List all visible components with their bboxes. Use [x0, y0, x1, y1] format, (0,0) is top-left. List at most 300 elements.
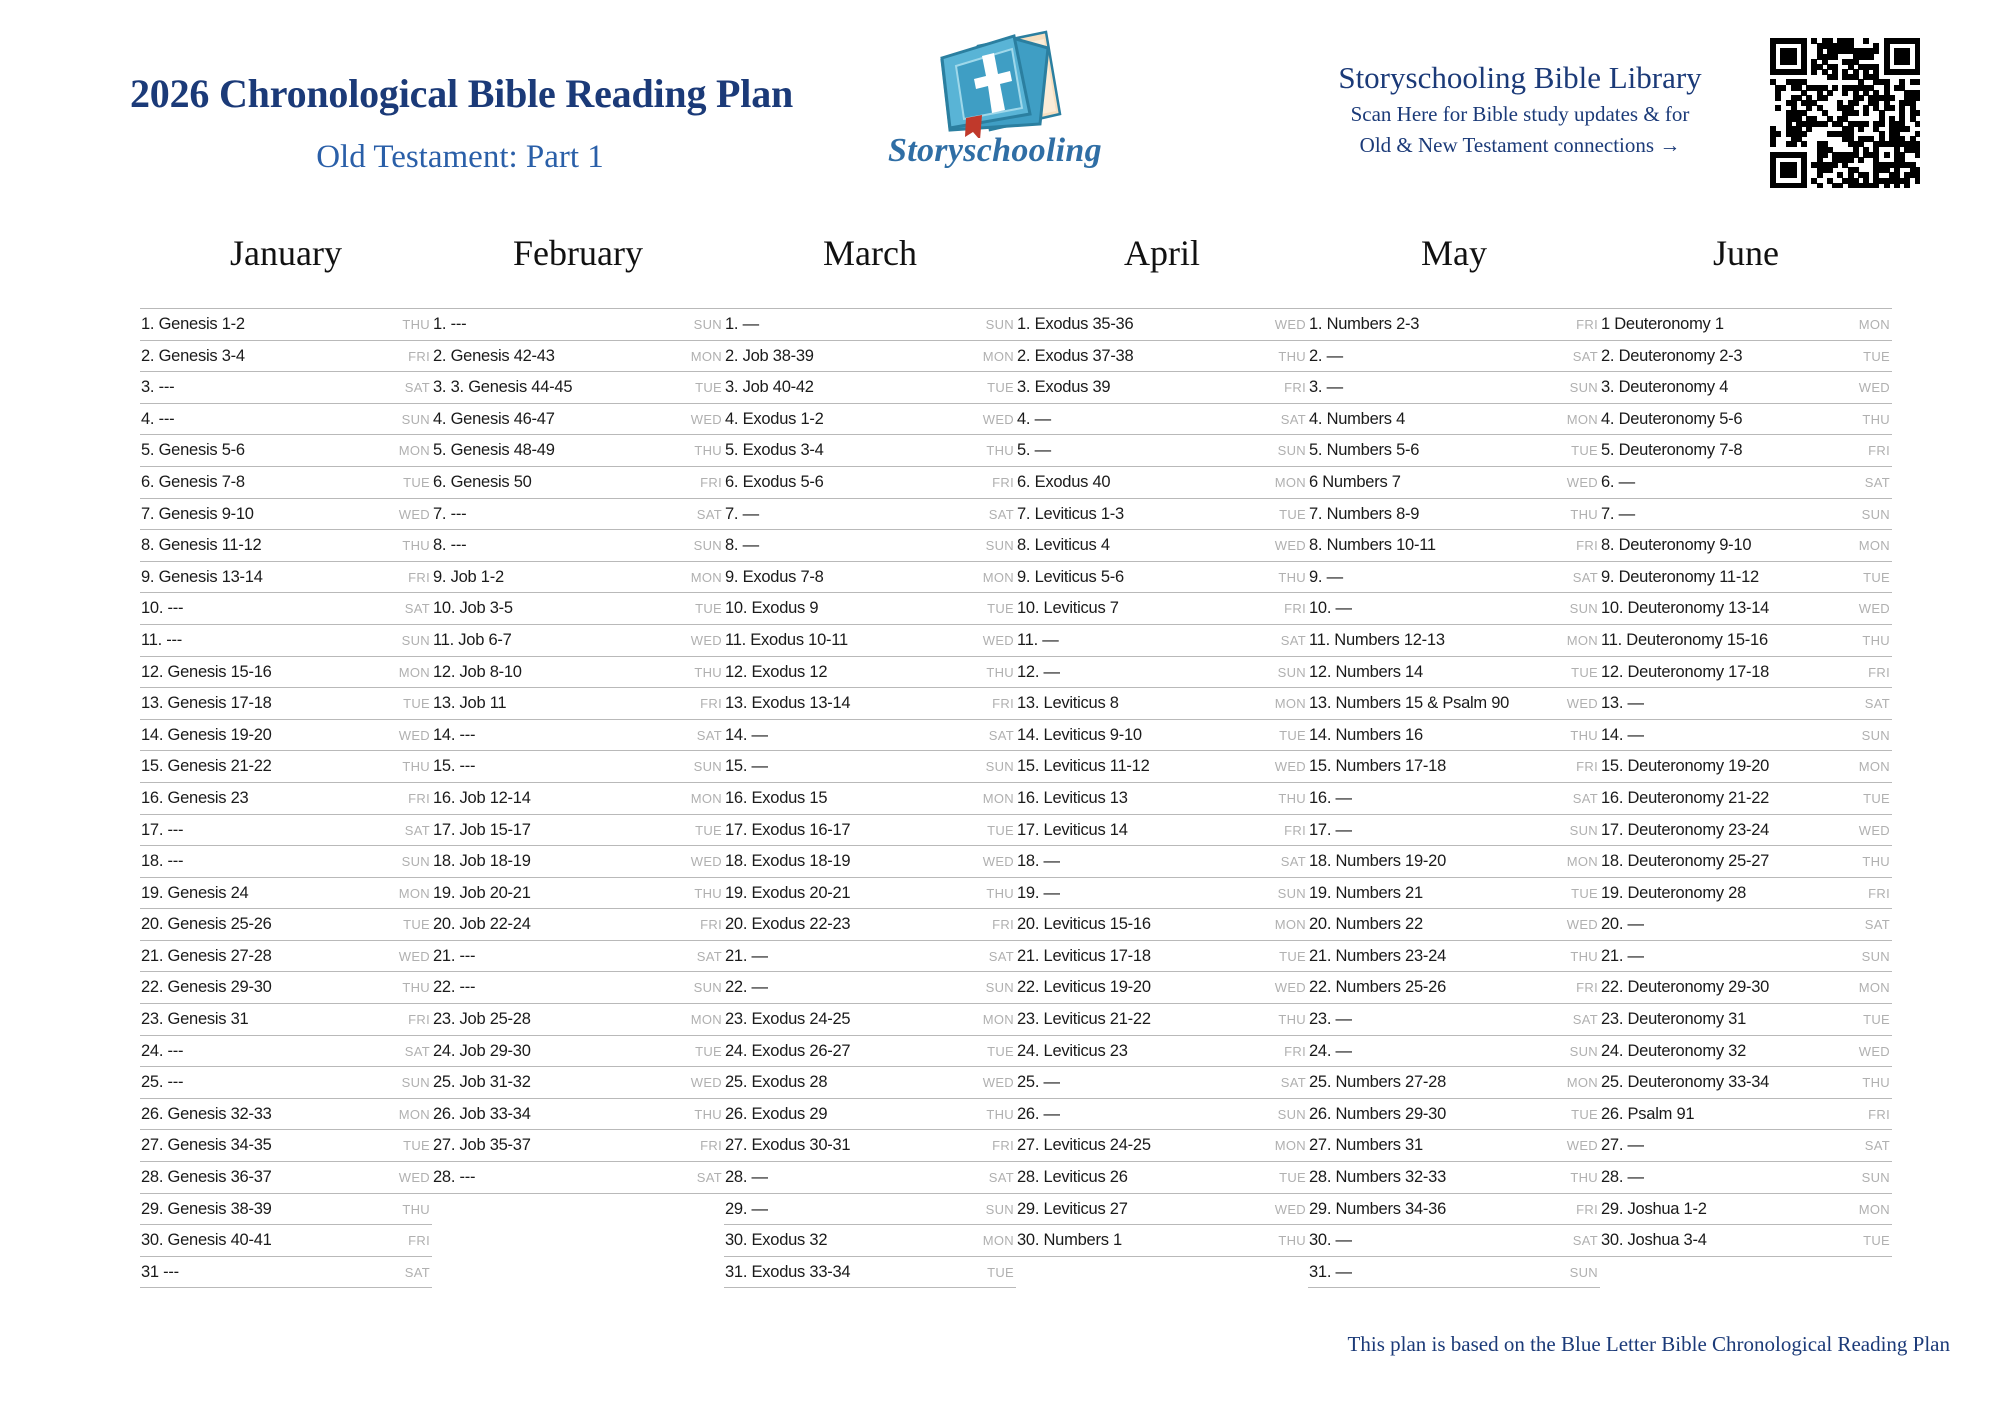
day-row[interactable]: [1308, 815, 1600, 847]
day-row[interactable]: [432, 309, 724, 341]
day-of-week-label: MON: [1858, 759, 1890, 775]
day-of-week-label: TUE: [1863, 1012, 1890, 1028]
day-row[interactable]: [1308, 467, 1600, 499]
day-row[interactable]: [140, 941, 432, 973]
day-row[interactable]: [140, 530, 432, 562]
day-row[interactable]: [432, 720, 724, 752]
qr-code[interactable]: [1770, 38, 1920, 188]
day-row[interactable]: [724, 435, 1016, 467]
day-row[interactable]: [1016, 1036, 1308, 1068]
day-row[interactable]: [1016, 435, 1308, 467]
day-row[interactable]: [724, 751, 1016, 783]
day-row[interactable]: [1308, 1257, 1600, 1289]
day-row[interactable]: [432, 435, 724, 467]
day-row[interactable]: [724, 1067, 1016, 1099]
day-row[interactable]: [432, 972, 724, 1004]
day-row[interactable]: [1308, 1099, 1600, 1131]
day-row[interactable]: [1016, 309, 1308, 341]
reading-text: 9. Leviticus 5-6: [1017, 567, 1124, 586]
day-of-week-label: SAT: [1280, 1075, 1306, 1091]
day-row[interactable]: [1600, 499, 1892, 531]
day-row[interactable]: [1016, 688, 1308, 720]
library-title: Storyschooling Bible Library: [1338, 60, 1702, 95]
day-of-week-label: WED: [1274, 317, 1306, 332]
day-row[interactable]: [1600, 562, 1892, 594]
day-row[interactable]: [140, 878, 432, 910]
day-row[interactable]: [432, 467, 724, 499]
day-row[interactable]: [432, 941, 724, 973]
day-of-week-label: TUE: [695, 1043, 722, 1059]
day-of-week-label: WED: [1274, 538, 1306, 554]
day-of-week-label: THU: [694, 885, 722, 901]
day-of-week-label: SUN: [1861, 506, 1890, 522]
day-of-week-label: MON: [982, 1233, 1014, 1249]
reading-text: 3. ---: [141, 378, 175, 397]
qr-code-canvas[interactable]: [1770, 38, 1920, 188]
day-row[interactable]: [724, 1194, 1016, 1226]
day-row[interactable]: [140, 593, 432, 625]
day-row[interactable]: [1600, 309, 1892, 341]
reading-text: 1. —: [725, 315, 759, 333]
day-of-week-label: TUE: [403, 1138, 430, 1154]
day-row[interactable]: [1600, 530, 1892, 562]
day-of-week-label: FRI: [700, 474, 722, 490]
reading-text: 18. ---: [141, 852, 184, 871]
reading-text: 8. Deuteronomy 9-10: [1601, 536, 1752, 555]
day-row[interactable]: [140, 688, 432, 720]
day-row[interactable]: [140, 467, 432, 499]
day-row[interactable]: [1600, 372, 1892, 404]
reading-text: 13. Exodus 13-14: [725, 694, 851, 713]
reading-text: 23. Leviticus 21-22: [1017, 1010, 1151, 1029]
day-row[interactable]: [724, 1036, 1016, 1068]
day-row[interactable]: [1600, 846, 1892, 878]
reading-text: 12. Exodus 12: [725, 662, 828, 681]
day-row[interactable]: [1308, 878, 1600, 910]
month-column-january: [140, 232, 432, 1288]
day-row[interactable]: [1308, 909, 1600, 941]
reading-text: 27. Numbers 31: [1309, 1136, 1423, 1155]
day-row[interactable]: [1308, 1162, 1600, 1194]
day-row[interactable]: [432, 593, 724, 625]
day-row[interactable]: [1308, 846, 1600, 878]
reading-text: 22. Leviticus 19-20: [1017, 978, 1151, 997]
day-row[interactable]: [1016, 530, 1308, 562]
day-row[interactable]: [724, 815, 1016, 847]
day-row[interactable]: [1016, 341, 1308, 373]
reading-text: 20. Exodus 22-23: [725, 915, 851, 934]
day-row[interactable]: [432, 530, 724, 562]
reading-text: 4. Exodus 1-2: [725, 409, 824, 428]
day-row[interactable]: [1016, 878, 1308, 910]
reading-text: 19. Numbers 21: [1309, 883, 1423, 902]
day-row[interactable]: [1016, 1004, 1308, 1036]
day-row[interactable]: [140, 846, 432, 878]
day-row[interactable]: [1308, 372, 1600, 404]
day-row[interactable]: [1308, 625, 1600, 657]
day-row[interactable]: [724, 720, 1016, 752]
day-row[interactable]: [140, 1130, 432, 1162]
day-row[interactable]: [1016, 783, 1308, 815]
month-heading: February: [513, 233, 643, 273]
day-row[interactable]: [140, 657, 432, 689]
day-row[interactable]: [724, 909, 1016, 941]
reading-text: 27. Exodus 30-31: [725, 1136, 851, 1155]
reading-text: 11. Exodus 10-11: [725, 630, 848, 649]
reading-text: 6. —: [1601, 472, 1635, 491]
day-of-week-label: MON: [1566, 1075, 1598, 1091]
day-row[interactable]: [1308, 720, 1600, 752]
day-of-week-label: WED: [690, 411, 722, 427]
day-row[interactable]: [724, 404, 1016, 436]
day-of-week-label: SUN: [693, 980, 722, 996]
day-row[interactable]: [1016, 499, 1308, 531]
day-row[interactable]: [1308, 562, 1600, 594]
day-of-week-label: THU: [694, 443, 722, 459]
day-row[interactable]: [432, 372, 724, 404]
day-row[interactable]: [724, 1162, 1016, 1194]
day-row[interactable]: [1308, 972, 1600, 1004]
reading-text: 6. Exodus 5-6: [725, 472, 824, 491]
reading-text: 30. Numbers 1: [1017, 1231, 1122, 1250]
day-row[interactable]: [432, 815, 724, 847]
day-row[interactable]: [1308, 499, 1600, 531]
reading-text: 23. Genesis 31: [141, 1010, 249, 1029]
day-of-week-label: SAT: [696, 948, 722, 964]
day-row[interactable]: [1600, 1194, 1892, 1226]
day-row[interactable]: [724, 972, 1016, 1004]
day-row[interactable]: [432, 846, 724, 878]
day-of-week-label: MON: [398, 664, 430, 680]
day-row[interactable]: [1308, 1225, 1600, 1257]
day-row[interactable]: [1016, 972, 1308, 1004]
day-row[interactable]: [1308, 593, 1600, 625]
day-row[interactable]: [140, 435, 432, 467]
day-row[interactable]: [1016, 1130, 1308, 1162]
day-row[interactable]: [1016, 1067, 1308, 1099]
day-of-week-label: SAT: [988, 506, 1014, 522]
day-row[interactable]: [1016, 751, 1308, 783]
day-of-week-label: SAT: [988, 1170, 1014, 1186]
day-row[interactable]: [1600, 688, 1892, 720]
day-row[interactable]: [1016, 1099, 1308, 1131]
day-of-week-label: TUE: [1571, 885, 1598, 901]
reading-text: 27. Job 35-37: [433, 1136, 531, 1155]
day-of-week-label: THU: [1862, 632, 1890, 648]
reading-text: 20. —: [1601, 915, 1644, 934]
day-of-week-label: THU: [1570, 948, 1598, 964]
reading-text: 16. Deuteronomy 21-22: [1601, 788, 1770, 807]
day-row[interactable]: [1016, 941, 1308, 973]
day-row[interactable]: [432, 751, 724, 783]
day-row[interactable]: [432, 878, 724, 910]
day-row[interactable]: [724, 1130, 1016, 1162]
day-row[interactable]: [724, 941, 1016, 973]
reading-text: 28. Leviticus 26: [1017, 1168, 1128, 1187]
reading-text: 29. Genesis 38-39: [141, 1199, 272, 1218]
reading-text: 12. Deuteronomy 17-18: [1601, 662, 1770, 681]
day-row[interactable]: [140, 341, 432, 373]
day-row[interactable]: [1016, 815, 1308, 847]
day-row[interactable]: [1600, 1225, 1892, 1257]
reading-text: 25. Numbers 27-28: [1309, 1073, 1446, 1092]
day-row[interactable]: [1016, 562, 1308, 594]
day-of-week-label: WED: [982, 1075, 1014, 1091]
day-of-week-label: SUN: [1277, 443, 1306, 459]
day-row[interactable]: [1308, 751, 1600, 783]
page-subtitle: Old Testament: Part 1: [316, 139, 604, 175]
day-row[interactable]: [140, 404, 432, 436]
day-row[interactable]: [1308, 404, 1600, 436]
day-row[interactable]: [1016, 625, 1308, 657]
day-row[interactable]: [1600, 435, 1892, 467]
day-row[interactable]: [1600, 909, 1892, 941]
day-row[interactable]: [140, 309, 432, 341]
day-row[interactable]: [1600, 1067, 1892, 1099]
storyschooling-logo: [880, 18, 1110, 170]
day-row[interactable]: [432, 1099, 724, 1131]
day-row[interactable]: [1600, 941, 1892, 973]
day-row[interactable]: [1016, 1162, 1308, 1194]
day-row[interactable]: [140, 1162, 432, 1194]
day-row[interactable]: [724, 783, 1016, 815]
day-row[interactable]: [432, 625, 724, 657]
day-row[interactable]: [724, 593, 1016, 625]
day-row[interactable]: [432, 562, 724, 594]
day-row[interactable]: [724, 372, 1016, 404]
day-of-week-label: SAT: [1864, 696, 1890, 712]
day-row[interactable]: [1308, 1004, 1600, 1036]
day-row[interactable]: [1016, 909, 1308, 941]
day-row[interactable]: [1308, 1130, 1600, 1162]
day-of-week-label: FRI: [408, 1012, 430, 1028]
day-row[interactable]: [1600, 467, 1892, 499]
day-of-week-label: SUN: [693, 317, 722, 332]
day-row[interactable]: [140, 1225, 432, 1257]
day-row[interactable]: [140, 1194, 432, 1226]
day-row[interactable]: [724, 625, 1016, 657]
day-list: [140, 308, 432, 1288]
day-row[interactable]: [432, 1130, 724, 1162]
month-column-february: [432, 232, 724, 1288]
day-row[interactable]: [432, 341, 724, 373]
day-row[interactable]: [432, 783, 724, 815]
day-row[interactable]: [1308, 435, 1600, 467]
day-row[interactable]: [1308, 657, 1600, 689]
day-of-week-label: WED: [398, 727, 430, 743]
day-row[interactable]: [140, 783, 432, 815]
day-row[interactable]: [1600, 1004, 1892, 1036]
day-of-week-label: SAT: [404, 380, 430, 396]
day-row[interactable]: [724, 688, 1016, 720]
day-of-week-label: TUE: [1863, 790, 1890, 806]
day-row[interactable]: [724, 1257, 1016, 1289]
reading-text: 27. Leviticus 24-25: [1017, 1136, 1151, 1155]
day-row[interactable]: [432, 909, 724, 941]
reading-text: 21. —: [1601, 946, 1644, 965]
day-of-week-label: TUE: [987, 380, 1014, 396]
day-row[interactable]: [724, 657, 1016, 689]
day-row[interactable]: [140, 1004, 432, 1036]
day-row[interactable]: [724, 878, 1016, 910]
day-of-week-label: WED: [690, 854, 722, 870]
day-row[interactable]: [1016, 657, 1308, 689]
day-row[interactable]: [140, 562, 432, 594]
reading-text: 6. Genesis 50: [433, 472, 532, 491]
day-row[interactable]: [1600, 404, 1892, 436]
day-of-week-label: SAT: [696, 1170, 722, 1186]
day-of-week-label: FRI: [1284, 1043, 1306, 1059]
reading-text: 19. —: [1017, 883, 1060, 902]
day-row[interactable]: [1308, 341, 1600, 373]
day-row[interactable]: [1308, 783, 1600, 815]
day-of-week-label: WED: [1858, 822, 1890, 838]
day-row[interactable]: [1308, 309, 1600, 341]
day-row[interactable]: [140, 751, 432, 783]
day-row[interactable]: [140, 720, 432, 752]
day-row[interactable]: [1016, 1225, 1308, 1257]
day-row[interactable]: [432, 404, 724, 436]
day-of-week-label: FRI: [408, 1233, 430, 1249]
day-row[interactable]: [432, 1036, 724, 1068]
month-column-march: [724, 232, 1016, 1288]
day-row[interactable]: [724, 1004, 1016, 1036]
reading-text: 28. Numbers 32-33: [1309, 1168, 1446, 1187]
day-row[interactable]: [1308, 688, 1600, 720]
day-row[interactable]: [140, 1099, 432, 1131]
day-row[interactable]: [1016, 372, 1308, 404]
day-row[interactable]: [1308, 1194, 1600, 1226]
reading-text: 18. Numbers 19-20: [1309, 852, 1446, 871]
reading-text: 24. Job 29-30: [433, 1041, 531, 1060]
reading-text: 25. ---: [141, 1073, 184, 1092]
day-of-week-label: SUN: [1569, 601, 1598, 617]
reading-text: 30. Exodus 32: [725, 1231, 828, 1250]
day-row[interactable]: [1600, 625, 1892, 657]
day-row[interactable]: [1600, 593, 1892, 625]
day-row[interactable]: [1016, 1194, 1308, 1226]
day-row[interactable]: [724, 530, 1016, 562]
day-row[interactable]: [1016, 846, 1308, 878]
day-row[interactable]: [432, 1162, 724, 1194]
day-of-week-label: SAT: [1572, 569, 1598, 585]
day-row[interactable]: [724, 1099, 1016, 1131]
day-row[interactable]: [1600, 1099, 1892, 1131]
reading-text: 13. Numbers 15 & Psalm 90: [1309, 694, 1510, 713]
reading-text: 16. Job 12-14: [433, 788, 531, 807]
day-of-week-label: FRI: [992, 474, 1014, 490]
day-row[interactable]: [724, 341, 1016, 373]
day-row[interactable]: [1308, 1036, 1600, 1068]
day-of-week-label: THU: [1278, 569, 1306, 585]
day-row[interactable]: [1308, 941, 1600, 973]
day-of-week-label: MON: [1566, 411, 1598, 427]
day-row[interactable]: [724, 562, 1016, 594]
day-row[interactable]: [1600, 972, 1892, 1004]
day-of-week-label: FRI: [1576, 759, 1598, 775]
day-row[interactable]: [724, 846, 1016, 878]
day-row[interactable]: [1600, 751, 1892, 783]
day-of-week-label: SUN: [985, 759, 1014, 775]
day-row[interactable]: [140, 1067, 432, 1099]
day-of-week-label: TUE: [695, 822, 722, 838]
reading-text: 27. —: [1601, 1136, 1644, 1155]
day-of-week-label: FRI: [700, 917, 722, 933]
reading-text: 16. Leviticus 13: [1017, 788, 1128, 807]
day-of-week-label: TUE: [695, 601, 722, 617]
day-of-week-label: SAT: [404, 601, 430, 617]
day-of-week-label: FRI: [1284, 380, 1306, 396]
day-row[interactable]: [1600, 657, 1892, 689]
day-row[interactable]: [724, 467, 1016, 499]
day-row[interactable]: [1600, 1036, 1892, 1068]
day-row[interactable]: [1600, 720, 1892, 752]
day-of-week-label: MON: [690, 569, 722, 585]
day-row[interactable]: [140, 372, 432, 404]
reading-text: 10. ---: [141, 599, 184, 618]
day-row[interactable]: [1600, 878, 1892, 910]
day-row[interactable]: [432, 1004, 724, 1036]
day-of-week-label: MON: [982, 569, 1014, 585]
day-row[interactable]: [1016, 593, 1308, 625]
day-row[interactable]: [140, 625, 432, 657]
day-row[interactable]: [1308, 530, 1600, 562]
reading-text: 20. Numbers 22: [1309, 915, 1423, 934]
day-row[interactable]: [1016, 404, 1308, 436]
day-row[interactable]: [1016, 467, 1308, 499]
day-row[interactable]: [1600, 1130, 1892, 1162]
day-row[interactable]: [1600, 815, 1892, 847]
day-of-week-label: SAT: [1280, 854, 1306, 870]
day-of-week-label: WED: [1274, 1201, 1306, 1217]
reading-text: 8. Genesis 11-12: [141, 536, 262, 555]
day-row[interactable]: [1600, 783, 1892, 815]
day-of-week-label: THU: [1570, 506, 1598, 522]
day-of-week-label: MON: [1274, 917, 1306, 933]
day-row[interactable]: [724, 499, 1016, 531]
day-row[interactable]: [140, 815, 432, 847]
day-of-week-label: TUE: [1571, 1106, 1598, 1122]
day-of-week-label: MON: [1858, 538, 1890, 554]
day-row[interactable]: [432, 688, 724, 720]
day-row[interactable]: [140, 1036, 432, 1068]
day-of-week-label: SUN: [693, 538, 722, 554]
day-of-week-label: SUN: [1569, 380, 1598, 396]
day-of-week-label: MON: [1858, 317, 1890, 332]
day-of-week-label: THU: [986, 443, 1014, 459]
day-row[interactable]: [724, 309, 1016, 341]
day-row[interactable]: [432, 499, 724, 531]
reading-text: 20. Genesis 25-26: [141, 915, 272, 934]
reading-text: 2. Genesis 42-43: [433, 346, 555, 365]
day-row[interactable]: [1600, 1162, 1892, 1194]
day-row[interactable]: [140, 499, 432, 531]
day-row[interactable]: [140, 972, 432, 1004]
reading-text: 6. Genesis 7-8: [141, 472, 245, 491]
day-row[interactable]: [140, 1257, 432, 1289]
day-of-week-label: THU: [402, 538, 430, 554]
day-of-week-label: WED: [690, 1075, 722, 1091]
reading-text: 18. —: [1017, 852, 1060, 871]
day-row[interactable]: [1308, 1067, 1600, 1099]
day-row[interactable]: [1016, 720, 1308, 752]
day-row[interactable]: [432, 1067, 724, 1099]
day-row[interactable]: [432, 657, 724, 689]
day-of-week-label: MON: [398, 1106, 430, 1122]
day-row[interactable]: [140, 909, 432, 941]
day-row[interactable]: [724, 1225, 1016, 1257]
day-row[interactable]: [1600, 341, 1892, 373]
